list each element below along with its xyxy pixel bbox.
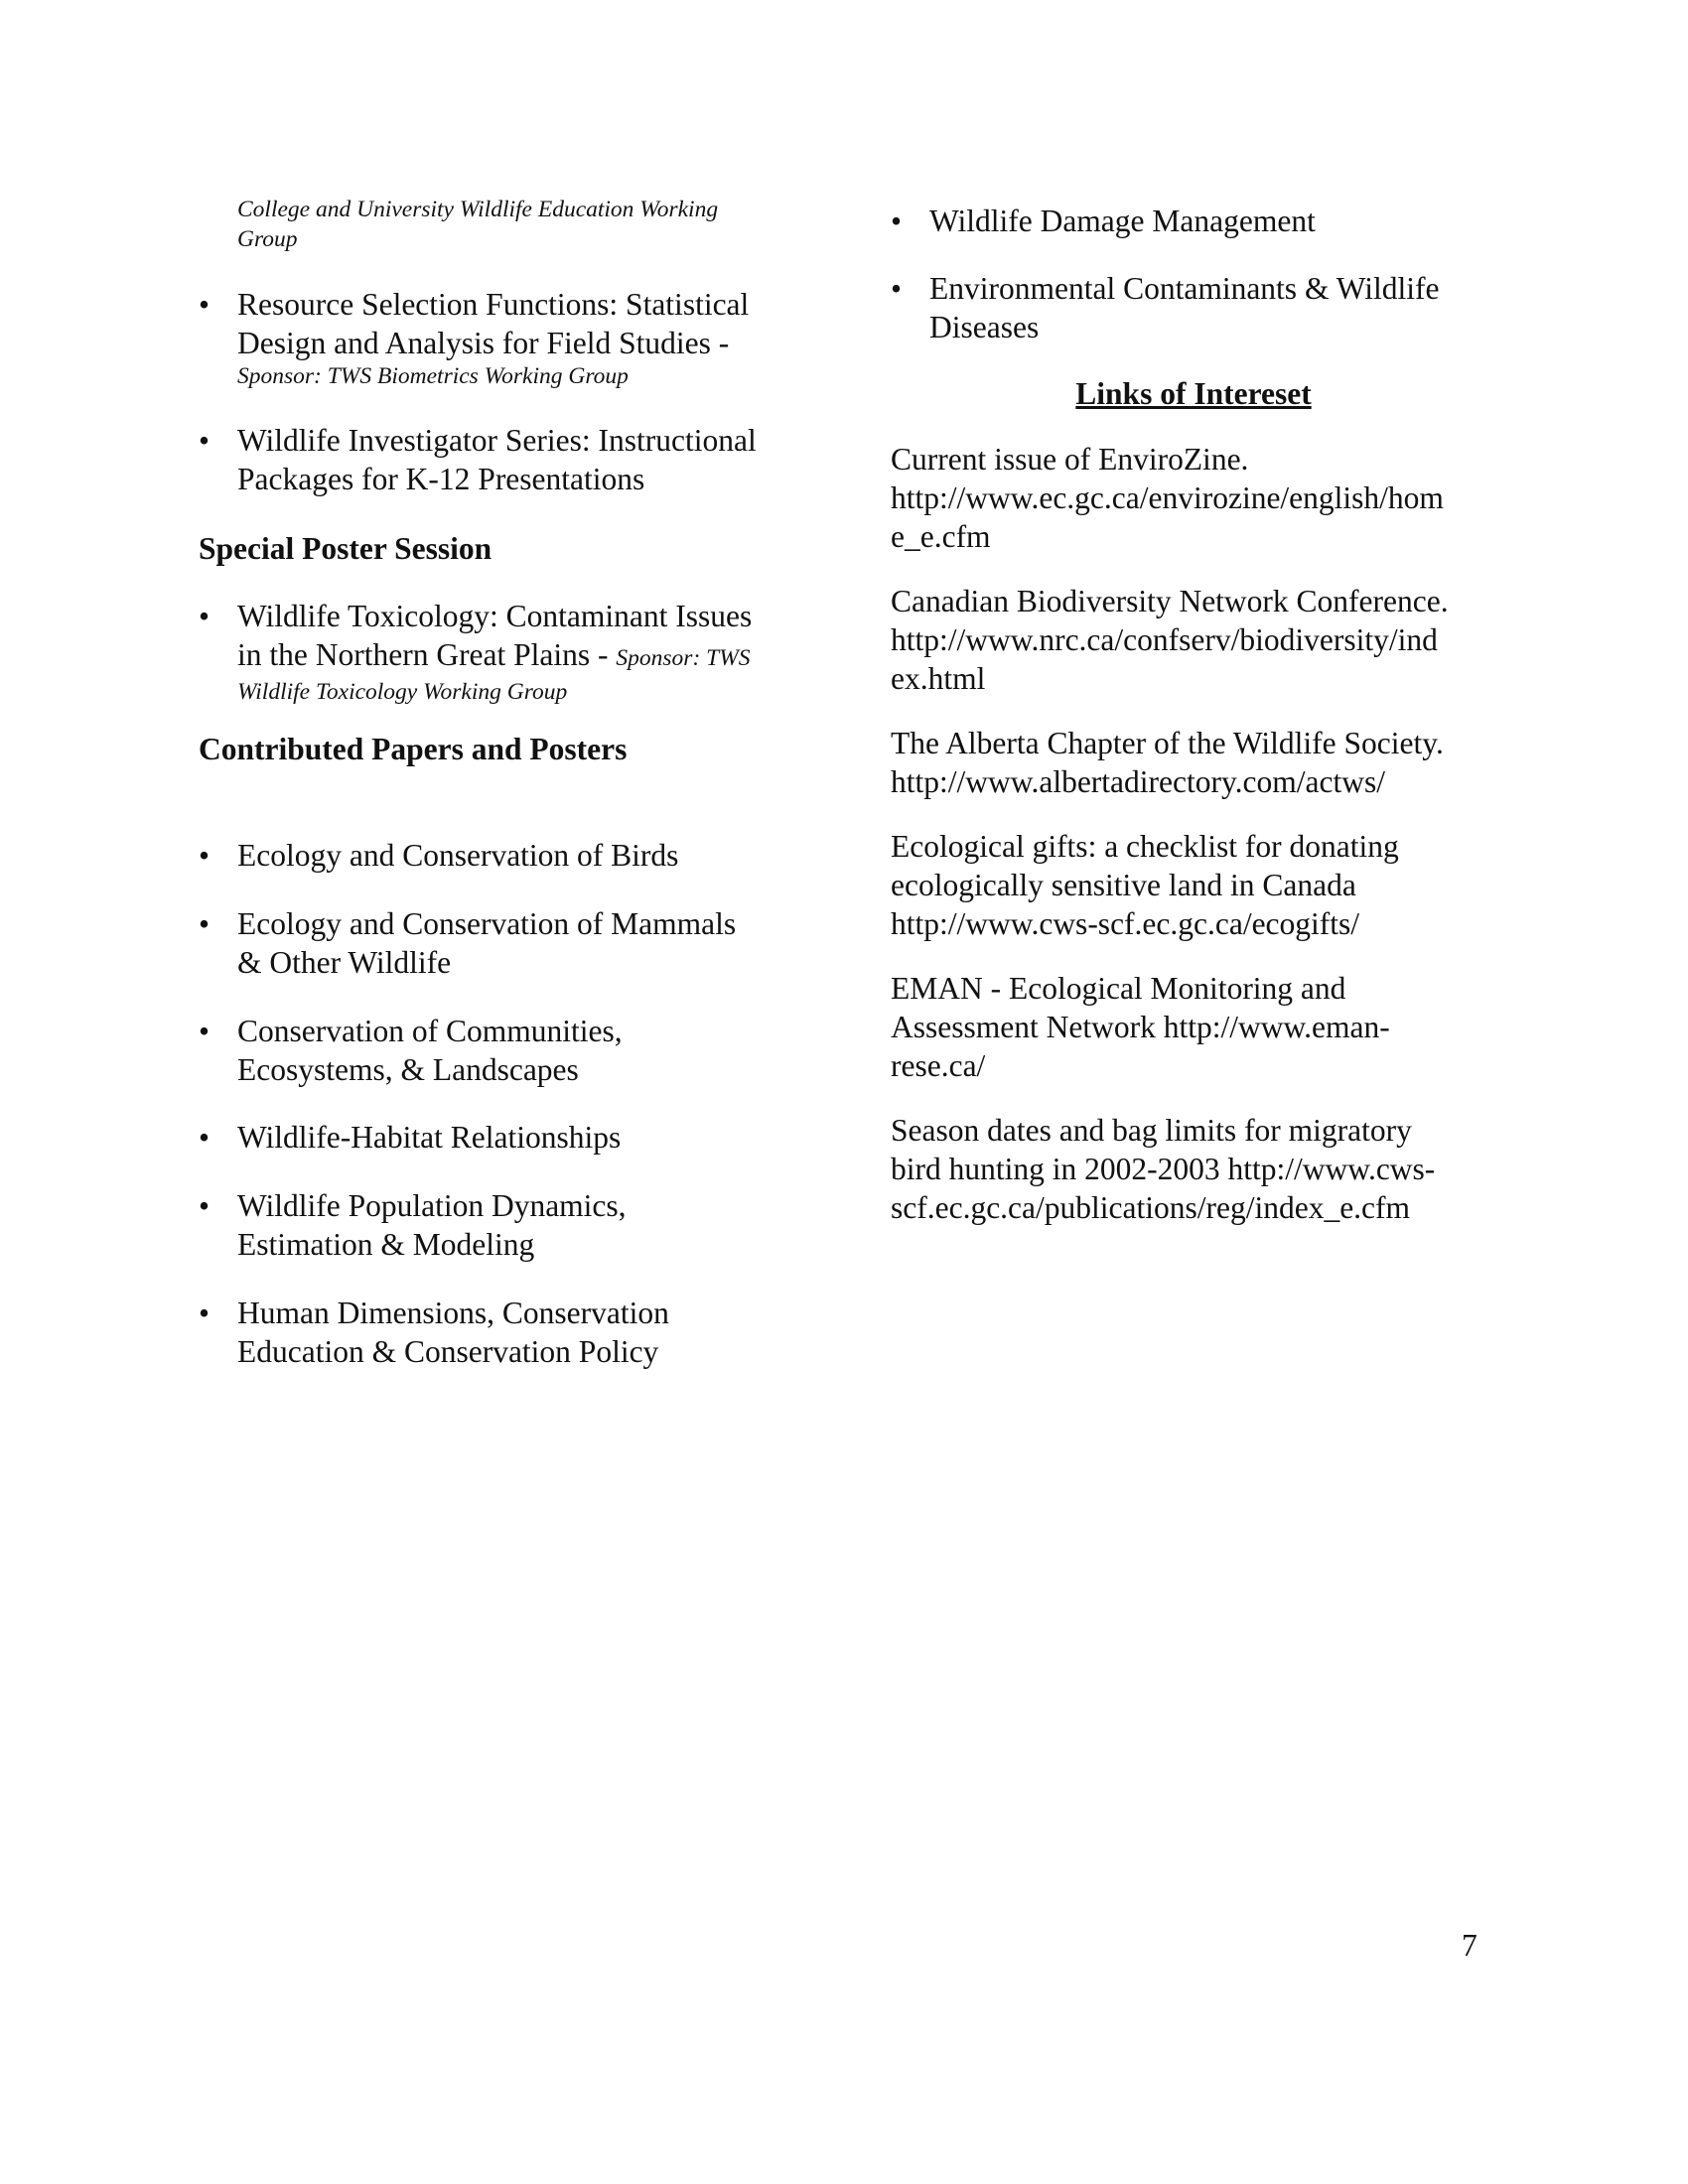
bullet-icon: • [199,906,211,941]
item-line: Resource Selection Functions: Statistical [237,287,750,322]
item-line: Ecology and Conservation of Birds [237,838,679,873]
sponsor-note: Sponsor: TWS Biometrics Working Group [237,363,629,389]
special-poster-heading: Special Poster Session [199,531,492,566]
item-line: Wildlife Damage Management [929,204,1316,238]
item-line [237,635,794,678]
item-line: Human Dimensions, Conservation [237,1296,669,1330]
item-line: Environmental Contaminants & Wildlife [929,271,1440,306]
list-item [199,904,794,982]
list-item [199,421,794,498]
item-line: Wildlife-Habitat Relationships [237,1120,622,1155]
list-item [199,1118,794,1157]
bullet-icon: • [199,1188,211,1223]
bullet-icon: • [199,1296,211,1330]
links-heading: Links of Intereset [1075,376,1312,411]
link-line: ecologically sensitive land in Canada [891,868,1356,902]
bullet-icon: • [199,599,211,633]
link-url[interactable]: ex.html [891,661,986,696]
contributed-heading: Contributed Papers and Posters [199,732,628,766]
link-entry [891,582,1496,698]
link-url[interactable]: scf.ec.gc.ca/publications/reg/index_e.cfm [891,1190,1411,1225]
link-entry [891,724,1496,801]
list-item [199,285,794,390]
link-url[interactable]: bird hunting in 2002-2003 http://www.cws- [891,1152,1436,1186]
link-line: Current issue of EnviroZine. [891,442,1249,477]
item-line: Packages for K-12 Presentations [237,462,645,496]
bullet-icon: • [891,271,903,306]
list-item [199,1012,794,1089]
note-line: College and University Wildlife Education Working [237,197,719,222]
link-url[interactable]: http://www.cws-scf.ec.gc.ca/ecogifts/ [891,906,1360,941]
link-line: EMAN - Ecological Monitoring and [891,971,1346,1006]
item-line: Wildlife Toxicology: Contaminant Issues [237,599,753,633]
bullet-icon: • [199,838,211,873]
item-line: Wildlife Investigator Series: Instructional [237,423,757,458]
list-item [199,836,794,875]
working-group-note [237,195,833,254]
link-line: Season dates and bag limits for migratory [891,1113,1412,1148]
link-url[interactable]: http://www.albertadirectory.com/actws/ [891,764,1386,799]
item-line: & Other Wildlife [237,945,452,980]
sponsor-note: Sponsor: TWS [616,645,751,671]
item-line: Diseases [929,310,1040,344]
link-url[interactable]: http://www.nrc.ca/confserv/biodiversity/ind [891,622,1438,657]
bullet-icon: • [891,204,903,238]
bullet-icon: • [199,1014,211,1048]
bullet-icon: • [199,287,211,322]
link-url[interactable]: rese.ca/ [891,1048,986,1083]
item-line-text: in the Northern Great Plains - [237,637,617,672]
page-number: 7 [1462,1928,1477,1963]
item-line: Ecosystems, & Landscapes [237,1052,579,1087]
sponsor-note: Wildlife Toxicology Working Group [237,679,568,705]
link-url[interactable]: Assessment Network http://www.eman- [891,1010,1390,1044]
item-line: Ecology and Conservation of Mammals [237,906,737,941]
link-entry [891,440,1496,556]
list-item [199,1186,794,1264]
list-item [199,597,794,706]
link-url[interactable]: http://www.ec.gc.ca/envirozine/english/hom [891,480,1444,515]
link-entry [891,969,1496,1085]
list-item [891,202,1496,240]
item-line: Education & Conservation Policy [237,1334,659,1369]
list-item [199,1294,794,1371]
list-item [891,269,1496,346]
bullet-icon: • [199,1120,211,1155]
link-line: Ecological gifts: a checklist for donating [891,829,1399,864]
item-line: Conservation of Communities, [237,1014,623,1048]
link-line: Canadian Biodiversity Network Conference. [891,584,1449,618]
link-entry [891,1111,1496,1227]
link-url[interactable]: e_e.cfm [891,519,991,554]
link-entry [891,827,1496,943]
bullet-icon: • [199,423,211,458]
link-line: The Alberta Chapter of the Wildlife Society. [891,726,1444,760]
item-line: Design and Analysis for Field Studies - [237,326,730,360]
item-line: Wildlife Population Dynamics, [237,1188,627,1223]
item-line: Estimation & Modeling [237,1227,535,1262]
note-line: Group [237,226,298,252]
